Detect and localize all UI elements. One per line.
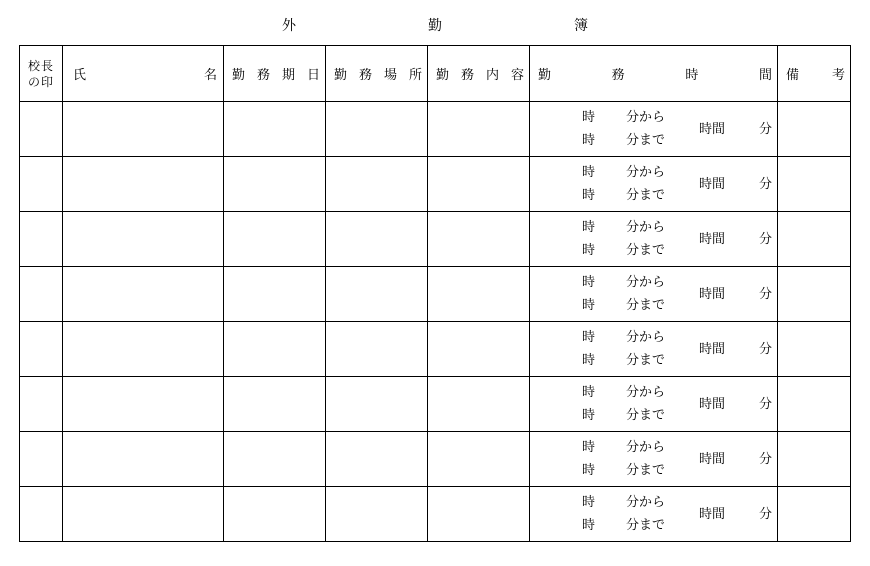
work-hours-cell[interactable] (530, 102, 778, 157)
end-minute-label: 分まで (626, 188, 666, 203)
seal-cell[interactable] (20, 432, 63, 487)
work-date-cell[interactable] (224, 102, 326, 157)
header-place-char: 所 (408, 68, 422, 83)
start-minute-label: 分から (626, 385, 666, 400)
form-title (0, 16, 870, 36)
start-hour-label: 時 (582, 440, 596, 455)
header-content-char: 勤 (436, 68, 450, 83)
header-content-char: 内 (485, 68, 499, 83)
header-date-char: 日 (306, 68, 320, 83)
work-content-cell[interactable] (428, 322, 530, 377)
end-hour-label: 時 (582, 353, 596, 368)
work-hours-cell[interactable] (530, 377, 778, 432)
field-work-register-table (19, 45, 851, 542)
work-place-cell[interactable] (326, 322, 428, 377)
table-row (20, 157, 851, 212)
start-hour-label: 時 (582, 275, 596, 290)
remarks-cell[interactable] (778, 102, 851, 157)
work-hours-cell[interactable] (530, 267, 778, 322)
header-time-char: 時 (685, 68, 699, 83)
remarks-cell[interactable] (778, 322, 851, 377)
work-content-cell[interactable] (428, 487, 530, 542)
table-row (20, 432, 851, 487)
start-hour-label: 時 (582, 330, 596, 345)
seal-cell[interactable] (20, 102, 63, 157)
header-work-date (224, 46, 326, 102)
work-content-cell[interactable] (428, 102, 530, 157)
work-hours-cell[interactable] (530, 432, 778, 487)
header-date-char: 務 (256, 68, 270, 83)
total-hours-label: 時間 (699, 177, 726, 192)
end-minute-label: 分まで (626, 243, 666, 258)
header-remarks (778, 46, 851, 102)
name-cell[interactable] (63, 322, 224, 377)
work-content-cell[interactable] (428, 157, 530, 212)
total-minutes-label: 分 (759, 287, 773, 302)
start-hour-label: 時 (582, 495, 596, 510)
name-cell[interactable] (63, 487, 224, 542)
work-date-cell[interactable] (224, 157, 326, 212)
end-hour-label: 時 (582, 408, 596, 423)
work-hours-cell[interactable] (530, 212, 778, 267)
header-remarks-char: 備 (786, 68, 800, 83)
name-cell[interactable] (63, 432, 224, 487)
title-char-2: 勤 (428, 18, 442, 34)
end-hour-label: 時 (582, 133, 596, 148)
start-minute-label: 分から (626, 495, 666, 510)
header-time-char: 間 (758, 68, 772, 83)
start-minute-label: 分から (626, 165, 666, 180)
start-hour-label: 時 (582, 110, 596, 125)
total-hours-label: 時間 (699, 452, 726, 467)
end-minute-label: 分まで (626, 133, 666, 148)
header-place-char: 務 (358, 68, 372, 83)
end-minute-label: 分まで (626, 518, 666, 533)
work-content-cell[interactable] (428, 212, 530, 267)
start-minute-label: 分から (626, 110, 666, 125)
work-hours-cell[interactable] (530, 487, 778, 542)
seal-cell[interactable] (20, 212, 63, 267)
table-row (20, 102, 851, 157)
work-date-cell[interactable] (224, 212, 326, 267)
start-minute-label: 分から (626, 220, 666, 235)
work-place-cell[interactable] (326, 267, 428, 322)
header-work-hours (530, 46, 778, 102)
start-hour-label: 時 (582, 220, 596, 235)
total-hours-label: 時間 (699, 287, 726, 302)
work-date-cell[interactable] (224, 377, 326, 432)
work-place-cell[interactable] (326, 157, 428, 212)
header-remarks-char: 考 (831, 68, 845, 83)
work-date-cell[interactable] (224, 267, 326, 322)
seal-cell[interactable] (20, 157, 63, 212)
total-minutes-label: 分 (759, 342, 773, 357)
remarks-cell[interactable] (778, 432, 851, 487)
start-minute-label: 分から (626, 330, 666, 345)
header-work-place (326, 46, 428, 102)
remarks-cell[interactable] (778, 157, 851, 212)
work-content-cell[interactable] (428, 267, 530, 322)
work-hours-cell[interactable] (530, 322, 778, 377)
seal-cell[interactable] (20, 322, 63, 377)
remarks-cell[interactable] (778, 212, 851, 267)
total-hours-label: 時間 (699, 507, 726, 522)
name-cell[interactable] (63, 212, 224, 267)
seal-cell[interactable] (20, 267, 63, 322)
end-hour-label: 時 (582, 518, 596, 533)
header-date-char: 勤 (232, 68, 246, 83)
name-cell[interactable] (63, 267, 224, 322)
header-row (20, 46, 851, 102)
work-hours-cell[interactable] (530, 157, 778, 212)
title-char-3: 簿 (574, 18, 588, 34)
work-place-cell[interactable] (326, 432, 428, 487)
start-minute-label: 分から (626, 275, 666, 290)
header-content-char: 務 (460, 68, 474, 83)
remarks-cell[interactable] (778, 487, 851, 542)
work-date-cell[interactable] (224, 432, 326, 487)
header-name (63, 46, 224, 102)
total-minutes-label: 分 (759, 507, 773, 522)
header-seal-line1: 校長 (27, 58, 54, 73)
work-place-cell[interactable] (326, 102, 428, 157)
seal-cell[interactable] (20, 487, 63, 542)
title-char-1: 外 (282, 18, 296, 34)
end-hour-label: 時 (582, 298, 596, 313)
total-hours-label: 時間 (699, 122, 726, 137)
work-date-cell[interactable] (224, 322, 326, 377)
table-row (20, 267, 851, 322)
end-hour-label: 時 (582, 463, 596, 478)
total-minutes-label: 分 (759, 122, 773, 137)
name-cell[interactable] (63, 102, 224, 157)
header-work-content (428, 46, 530, 102)
table-row (20, 212, 851, 267)
total-hours-label: 時間 (699, 342, 726, 357)
work-content-cell[interactable] (428, 377, 530, 432)
total-hours-label: 時間 (699, 232, 726, 247)
end-minute-label: 分まで (626, 408, 666, 423)
header-time-char: 勤 (538, 68, 552, 83)
remarks-cell[interactable] (778, 377, 851, 432)
table-row (20, 322, 851, 377)
work-place-cell[interactable] (326, 212, 428, 267)
work-content-cell[interactable] (428, 432, 530, 487)
header-place-char: 場 (383, 68, 397, 83)
header-name-char: 氏 (73, 68, 87, 83)
total-minutes-label: 分 (759, 177, 773, 192)
start-hour-label: 時 (582, 385, 596, 400)
start-hour-label: 時 (582, 165, 596, 180)
name-cell[interactable] (63, 157, 224, 212)
end-hour-label: 時 (582, 243, 596, 258)
name-cell[interactable] (63, 377, 224, 432)
work-place-cell[interactable] (326, 377, 428, 432)
start-minute-label: 分から (626, 440, 666, 455)
total-minutes-label: 分 (759, 232, 773, 247)
header-content-char: 容 (510, 68, 524, 83)
header-place-char: 勤 (334, 68, 348, 83)
header-seal-line2: の印 (27, 74, 54, 89)
table-body (20, 102, 851, 542)
header-time-char: 務 (611, 68, 625, 83)
work-place-cell[interactable] (326, 487, 428, 542)
total-minutes-label: 分 (759, 397, 773, 412)
end-minute-label: 分まで (626, 298, 666, 313)
work-date-cell[interactable] (224, 487, 326, 542)
end-hour-label: 時 (582, 188, 596, 203)
seal-cell[interactable] (20, 377, 63, 432)
end-minute-label: 分まで (626, 463, 666, 478)
remarks-cell[interactable] (778, 267, 851, 322)
total-hours-label: 時間 (699, 397, 726, 412)
table-row (20, 377, 851, 432)
header-name-char: 名 (203, 68, 217, 83)
header-date-char: 期 (281, 68, 295, 83)
end-minute-label: 分まで (626, 353, 666, 368)
header-principal-seal (20, 46, 63, 102)
total-minutes-label: 分 (759, 452, 773, 467)
table-row (20, 487, 851, 542)
